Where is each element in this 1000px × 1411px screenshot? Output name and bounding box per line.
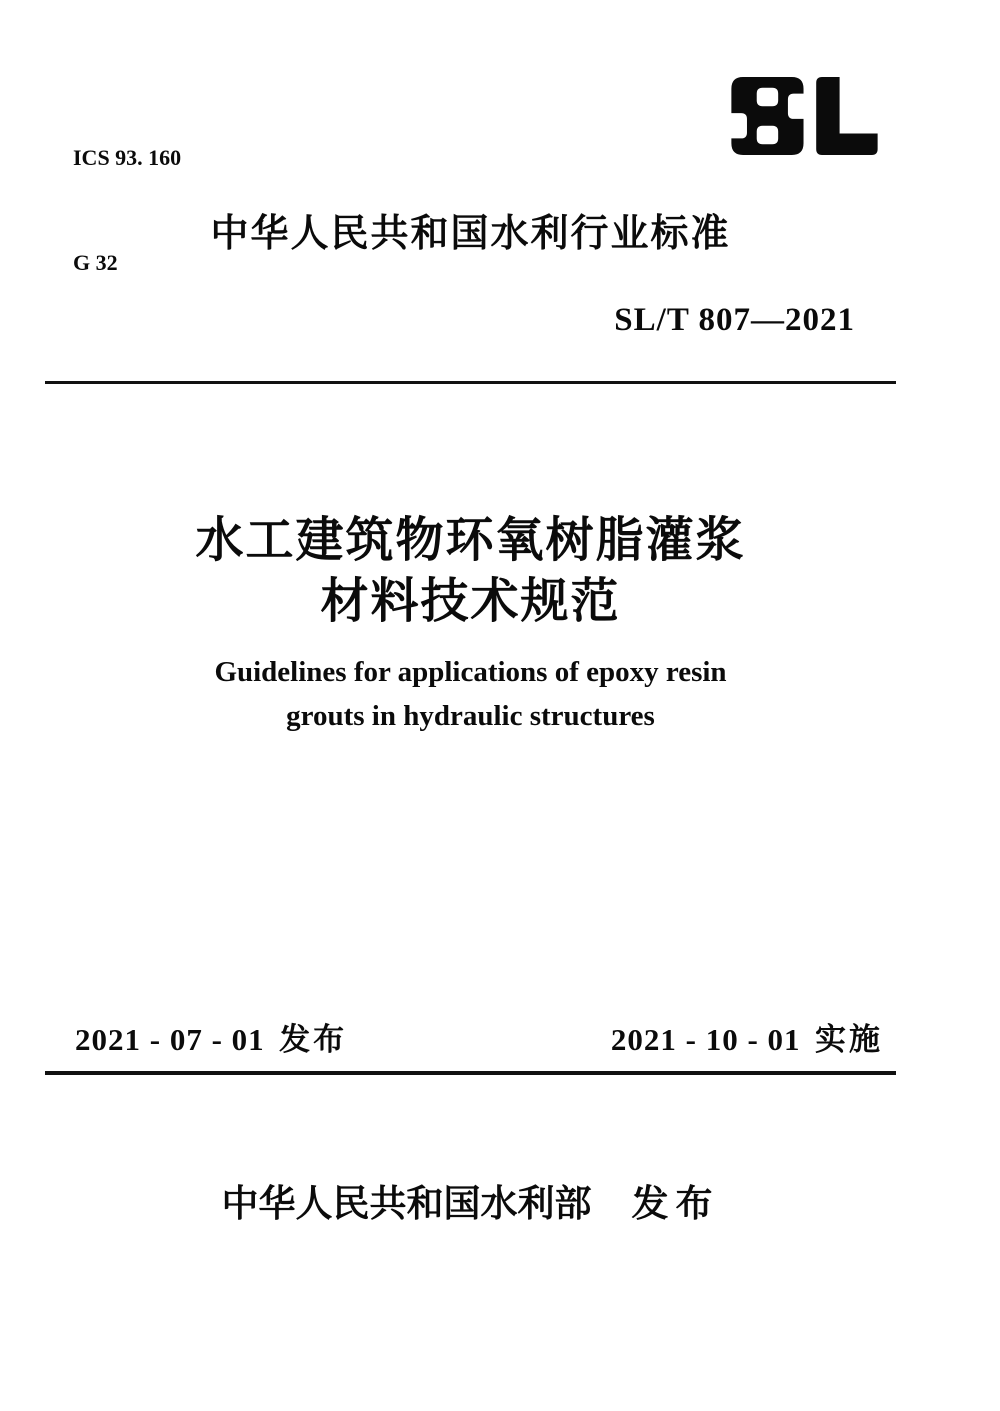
bottom-divider-rule — [45, 1071, 896, 1075]
title-english-line1: Guidelines for applications of epoxy resin — [214, 656, 727, 688]
implement-date-item — [611, 1014, 883, 1059]
title-chinese-line1: 水工建筑物环氧树脂灌浆 — [195, 514, 746, 567]
title-chinese — [45, 510, 896, 632]
title-english-line2: grouts in hydraulic structures — [286, 700, 655, 732]
publisher-row — [45, 1182, 896, 1226]
publisher-action: 发布 — [631, 1183, 720, 1224]
dates-row — [75, 1014, 883, 1059]
issue-date-item — [75, 1014, 347, 1059]
sl-logo — [731, 77, 878, 155]
implement-label: 实施 — [815, 1022, 883, 1057]
ics-code: ICS 93. 160 — [73, 145, 182, 170]
issue-label: 发布 — [279, 1022, 348, 1057]
sl-logo-icon — [731, 77, 878, 155]
publisher-name: 中华人民共和国水利部 — [221, 1183, 592, 1224]
title-english — [45, 650, 896, 738]
implement-date: 2021 - 10 - 01 — [610, 1022, 801, 1057]
issue-date: 2021 - 07 - 01 — [75, 1022, 265, 1057]
standard-number: SL/T 807—2021 — [614, 302, 855, 338]
top-divider-rule — [45, 381, 896, 384]
standard-category-title: 中华人民共和国水利行业标准 — [210, 213, 731, 255]
title-chinese-line2: 材料技术规范 — [320, 575, 621, 628]
classification-code: G 32 — [73, 250, 118, 275]
